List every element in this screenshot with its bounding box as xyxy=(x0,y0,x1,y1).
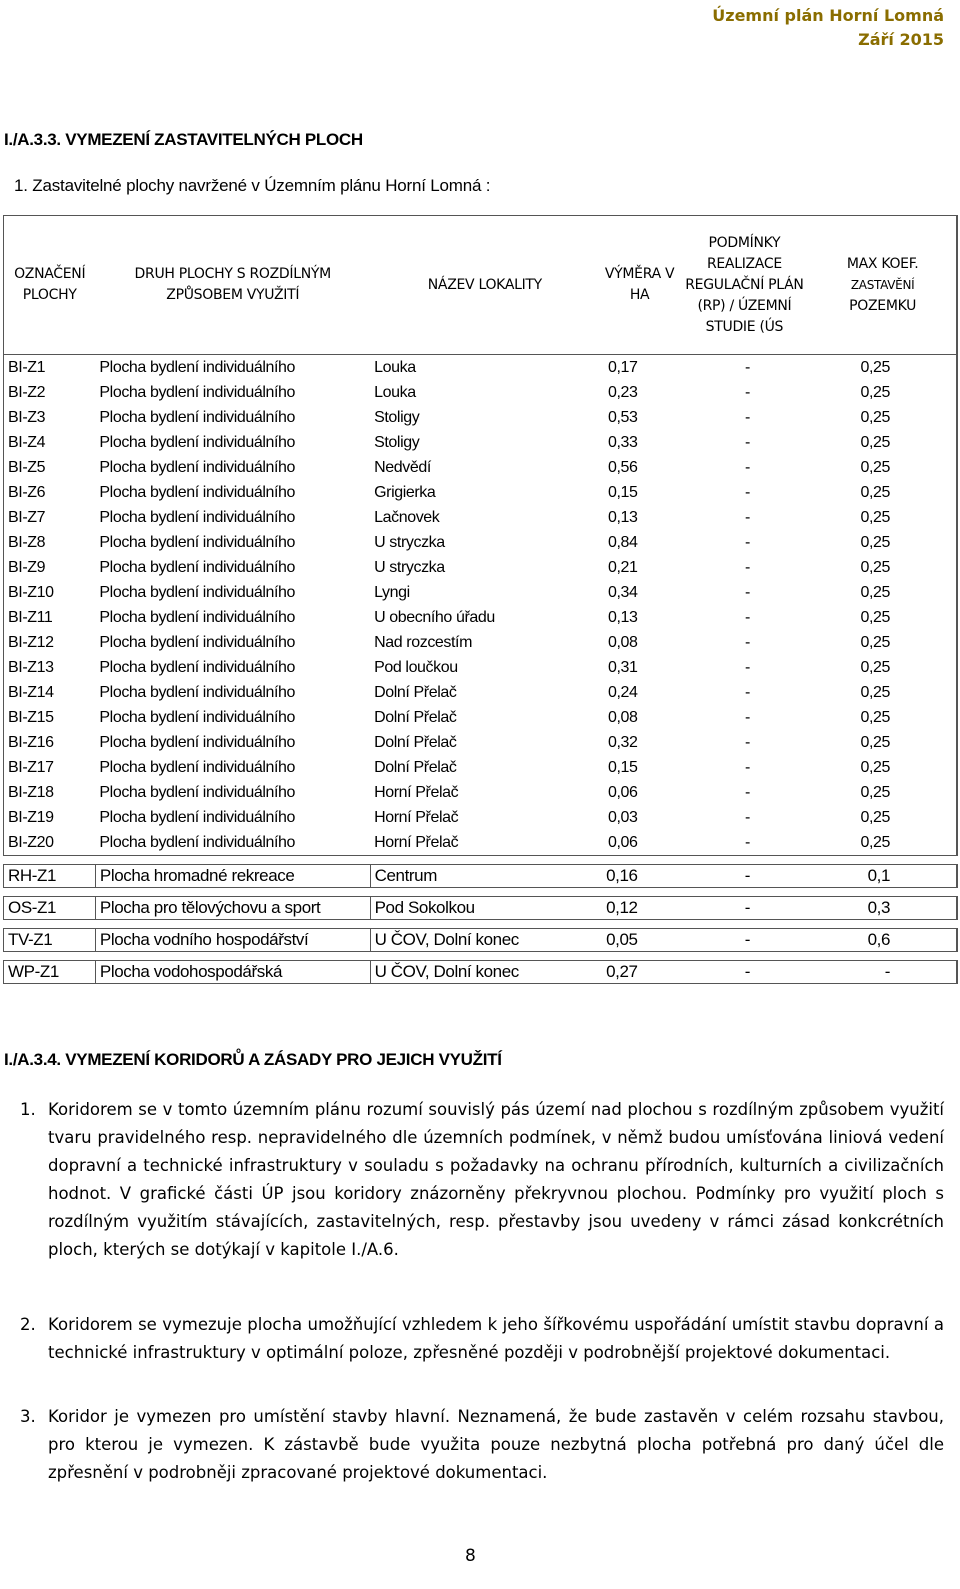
oznaceni-cell: OS-Z1 xyxy=(4,897,96,920)
paragraph-text: Koridorem se vymezuje plocha umožňující vzhledem k jeho šířkovému uspořádání umístit stavbu dopravní a technické infrastruktury v optimální poloze, zpřesněné později v podrobnější projektové dokumentaci. xyxy=(48,1315,944,1362)
table-row xyxy=(4,730,958,755)
oznaceni-cell: BI-Z13 xyxy=(4,655,96,680)
nazev-cell: Lyngi xyxy=(374,584,410,601)
koef-cell: 0,25 xyxy=(809,780,957,805)
vymera-cell: 0,08 xyxy=(608,634,638,651)
header-vymera: VÝMĚRA V HA xyxy=(600,216,680,355)
oznaceni-cell: TV-Z1 xyxy=(4,929,96,952)
podminky-cell: - xyxy=(680,830,810,856)
druh-cell: Plocha bydlení individuálního xyxy=(99,634,296,651)
koef-cell: 0,25 xyxy=(809,455,957,480)
vymera-cell: 0,13 xyxy=(608,609,638,626)
paragraph-number: 3. xyxy=(20,1407,36,1426)
podminky-cell: - xyxy=(744,684,750,701)
header-koef xyxy=(809,216,957,355)
podminky-cell: - xyxy=(744,659,750,676)
koef-cell: 0,25 xyxy=(809,605,957,630)
oznaceni-cell: BI-Z10 xyxy=(4,580,96,605)
vymera-cell: 0,05 xyxy=(600,929,680,952)
table-row xyxy=(4,455,958,480)
table-row xyxy=(4,355,958,381)
druh-cell: Plocha bydlení individuálního xyxy=(99,484,296,501)
table-row xyxy=(4,655,958,680)
vymera-cell: 0,53 xyxy=(608,409,638,426)
nazev-cell: Nedvědí xyxy=(374,459,431,476)
vymera-cell: 0,15 xyxy=(608,759,638,776)
vymera-cell: 0,34 xyxy=(608,584,638,601)
nazev-cell: Horní Přelač xyxy=(374,784,459,801)
oznaceni-cell: BI-Z8 xyxy=(4,530,96,555)
oznaceni-cell: BI-Z14 xyxy=(4,680,96,705)
nazev-cell: Horní Přelač xyxy=(374,809,459,826)
table-row xyxy=(4,680,958,705)
table-row xyxy=(4,780,958,805)
vymera-cell: 0,31 xyxy=(608,659,638,676)
spacer-cell xyxy=(4,920,958,929)
druh-cell: Plocha bydlení individuálního xyxy=(99,509,296,526)
koef-cell: 0,6 xyxy=(809,929,957,952)
koef-cell: - xyxy=(809,961,957,984)
zastavitelne-plochy-table xyxy=(3,215,958,984)
nazev-cell: Dolní Přelač xyxy=(374,684,457,701)
vymera-cell: 0,56 xyxy=(608,459,638,476)
podminky-cell: - xyxy=(744,584,750,601)
druh-cell: Plocha bydlení individuálního xyxy=(95,830,370,856)
oznaceni-cell: BI-Z6 xyxy=(4,480,96,505)
oznaceni-cell: BI-Z1 xyxy=(4,355,96,381)
header-oznaceni: OZNAČENÍ PLOCHY xyxy=(4,216,96,355)
table-row xyxy=(4,605,958,630)
table-row xyxy=(4,830,958,856)
podminky-cell: - xyxy=(744,784,750,801)
druh-cell: Plocha bydlení individuálního xyxy=(99,734,296,751)
vymera-cell: 0,84 xyxy=(608,534,638,551)
druh-cell: Plocha bydlení individuálního xyxy=(99,434,296,451)
koef-cell: 0,25 xyxy=(809,755,957,780)
koef-cell: 0,3 xyxy=(809,897,957,920)
spacer-cell xyxy=(4,856,958,865)
koef-cell: 0,25 xyxy=(809,355,957,381)
vymera-cell: 0,08 xyxy=(608,709,638,726)
oznaceni-cell: BI-Z20 xyxy=(4,830,96,856)
table-header-row xyxy=(4,216,958,355)
podminky-cell: - xyxy=(744,409,750,426)
table-row xyxy=(4,555,958,580)
podminky-cell: - xyxy=(744,734,750,751)
oznaceni-cell: BI-Z7 xyxy=(4,505,96,530)
table-row xyxy=(4,961,958,984)
table-spacer xyxy=(4,888,958,897)
section-title-zastavitelne: I./A.3.3. VYMEZENÍ ZASTAVITELNÝCH PLOCH xyxy=(4,130,363,149)
nazev-cell: Nad rozcestím xyxy=(374,634,473,651)
druh-cell: Plocha bydlení individuálního xyxy=(99,584,296,601)
podminky-cell: - xyxy=(744,459,750,476)
nazev-cell: Horní Přelač xyxy=(370,830,600,856)
koef-cell: 0,25 xyxy=(809,555,957,580)
oznaceni-cell: BI-Z3 xyxy=(4,405,96,430)
koef-cell: 0,25 xyxy=(809,680,957,705)
podminky-cell: - xyxy=(744,609,750,626)
koef-cell: 0,25 xyxy=(809,380,957,405)
header-druh: DRUH PLOCHY S ROZDÍLNÝM ZPŮSOBEM VYUŽITÍ xyxy=(95,216,370,355)
koef-cell: 0,25 xyxy=(809,405,957,430)
koef-cell: 0,25 xyxy=(809,580,957,605)
table-row xyxy=(4,755,958,780)
vymera-cell: 0,24 xyxy=(608,684,638,701)
vymera-cell: 0,21 xyxy=(608,559,638,576)
koef-cell: 0,25 xyxy=(809,655,957,680)
nazev-cell: Grigierka xyxy=(374,484,436,501)
nazev-cell: Pod loučkou xyxy=(374,659,458,676)
podminky-cell: - xyxy=(680,929,810,952)
nazev-cell: Lačnovek xyxy=(374,509,440,526)
druh-cell: Plocha bydlení individuálního xyxy=(99,809,296,826)
nazev-cell: U ČOV, Dolní konec xyxy=(370,929,600,952)
section-title-koridory: I./A.3.4. VYMEZENÍ KORIDORŮ A ZÁSADY PRO JEJICH VYUŽITÍ xyxy=(4,1050,502,1069)
table-row xyxy=(4,430,958,455)
paragraph-2 xyxy=(20,1311,944,1367)
header-koef-line1: MAX KOEF. xyxy=(846,255,919,272)
druh-cell: Plocha hromadné rekreace xyxy=(95,865,370,888)
vymera-cell: 0,16 xyxy=(600,865,680,888)
oznaceni-cell: BI-Z4 xyxy=(4,430,96,455)
spacer-cell xyxy=(4,888,958,897)
podminky-cell: - xyxy=(744,484,750,501)
druh-cell: Plocha bydlení individuálního xyxy=(99,609,296,626)
header-podminky: PODMÍNKY REALIZACE REGULAČNÍ PLÁN (RP) / ÚZEMNÍ STUDIE (ÚS xyxy=(680,216,810,355)
table-row xyxy=(4,530,958,555)
nazev-cell: Stoligy xyxy=(374,409,420,426)
nazev-cell: U ČOV, Dolní konec xyxy=(370,961,600,984)
vymera-cell: 0,15 xyxy=(608,484,638,501)
podminky-cell: - xyxy=(744,634,750,651)
table-spacer xyxy=(4,952,958,961)
document-header xyxy=(712,4,944,52)
druh-cell: Plocha bydlení individuálního xyxy=(99,559,296,576)
oznaceni-cell: BI-Z2 xyxy=(4,380,96,405)
paragraph-1 xyxy=(20,1096,944,1264)
vymera-cell: 0,06 xyxy=(608,784,638,801)
nazev-cell: Stoligy xyxy=(374,434,420,451)
druh-cell: Plocha bydlení individuálního xyxy=(99,409,296,426)
druh-cell: Plocha bydlení individuálního xyxy=(99,384,296,401)
podminky-cell: - xyxy=(744,809,750,826)
druh-cell: Plocha bydlení individuálního xyxy=(99,709,296,726)
koef-cell: 0,25 xyxy=(809,530,957,555)
oznaceni-cell: BI-Z12 xyxy=(4,630,96,655)
header-date: Září 2015 xyxy=(858,30,944,49)
nazev-cell: Louka xyxy=(370,355,600,381)
table-row xyxy=(4,929,958,952)
page-number: 8 xyxy=(465,1546,476,1566)
oznaceni-cell: RH-Z1 xyxy=(4,865,96,888)
oznaceni-cell: BI-Z18 xyxy=(4,780,96,805)
nazev-cell: Pod Sokolkou xyxy=(370,897,600,920)
spacer-cell xyxy=(4,952,958,961)
podminky-cell: - xyxy=(744,434,750,451)
podminky-cell: - xyxy=(744,709,750,726)
nazev-cell: U stryczka xyxy=(374,534,445,551)
koef-cell: 0,25 xyxy=(809,505,957,530)
druh-cell: Plocha bydlení individuálního xyxy=(99,659,296,676)
nazev-cell: U obecního úřadu xyxy=(374,609,495,626)
vymera-cell: 0,13 xyxy=(608,509,638,526)
podminky-cell: - xyxy=(680,897,810,920)
druh-cell: Plocha vodohospodářská xyxy=(95,961,370,984)
header-title: Územní plán Horní Lomná xyxy=(712,6,944,25)
koef-cell: 0,25 xyxy=(809,730,957,755)
vymera-cell: 0,23 xyxy=(608,384,638,401)
nazev-cell: Dolní Přelač xyxy=(374,734,457,751)
paragraph-3 xyxy=(20,1403,944,1487)
vymera-cell: 0,12 xyxy=(600,897,680,920)
druh-cell: Plocha pro tělovýchovu a sport xyxy=(95,897,370,920)
nazev-cell: Louka xyxy=(374,384,416,401)
koef-cell: 0,25 xyxy=(809,705,957,730)
druh-cell: Plocha vodního hospodářství xyxy=(95,929,370,952)
table-spacer xyxy=(4,856,958,865)
paragraph-number: 1. xyxy=(20,1100,36,1119)
koef-cell: 0,25 xyxy=(809,630,957,655)
druh-cell: Plocha bydlení individuálního xyxy=(99,459,296,476)
koef-cell: 0,25 xyxy=(809,805,957,830)
table-row xyxy=(4,805,958,830)
podminky-cell: - xyxy=(744,384,750,401)
paragraph-text: Koridorem se v tomto územním plánu rozumí souvislý pás území nad plochou s rozdílným způsobem využití tvaru pravidelného resp. nepravidelného dle územních podmínek, v němž budou umísťována liniová vedení dopravní a technické infrastruktury v souladu s požadavky na ochranu přírodních, kulturních a civilizačních hodnot. V grafické části ÚP jsou koridory znázorněny překryvnou plochou. Podmínky pro využití ploch s rozdílným využitím stávajících, zastavitelných, resp. přestavby jsou uvedeny v rámci zásad konkcrétních ploch, kterých se dotýkají v kapitole I./A.6. xyxy=(48,1100,944,1259)
podminky-cell: - xyxy=(680,865,810,888)
table-row xyxy=(4,480,958,505)
podminky-cell: - xyxy=(744,559,750,576)
nazev-cell: U stryczka xyxy=(374,559,445,576)
vymera-cell: 0,27 xyxy=(600,961,680,984)
koef-cell: 0,25 xyxy=(809,480,957,505)
podminky-cell: - xyxy=(744,509,750,526)
oznaceni-cell: BI-Z9 xyxy=(4,555,96,580)
oznaceni-cell: BI-Z17 xyxy=(4,755,96,780)
header-nazev: NÁZEV LOKALITY xyxy=(370,216,600,355)
table-row xyxy=(4,380,958,405)
oznaceni-cell: BI-Z5 xyxy=(4,455,96,480)
druh-cell: Plocha bydlení individuálního xyxy=(99,534,296,551)
paragraph-text: Koridor je vymezen pro umístění stavby hlavní. Neznamená, že bude zastavěn v celém rozsahu stavbou, pro kterou je vymezen. K zástavbě bude využita pouze nezbytná plocha potřebná pro daný účel dle zpřesnění v podrobněji zpracované projektové dokumentaci. xyxy=(48,1407,944,1482)
oznaceni-cell: WP-Z1 xyxy=(4,961,96,984)
table-row xyxy=(4,865,958,888)
oznaceni-cell: BI-Z11 xyxy=(4,605,96,630)
table-row xyxy=(4,580,958,605)
nazev-cell: Dolní Přelač xyxy=(374,759,457,776)
vymera-cell: 0,06 xyxy=(600,830,680,856)
table-row xyxy=(4,630,958,655)
druh-cell: Plocha bydlení individuálního xyxy=(95,355,370,381)
druh-cell: Plocha bydlení individuálního xyxy=(99,759,296,776)
podminky-cell: - xyxy=(744,759,750,776)
koef-cell: 0,25 xyxy=(809,830,957,856)
oznaceni-cell: BI-Z19 xyxy=(4,805,96,830)
vymera-cell: 0,03 xyxy=(608,809,638,826)
intro-text: 1. Zastavitelné plochy navržené v Územním plánu Horní Lomná : xyxy=(14,176,491,195)
druh-cell: Plocha bydlení individuálního xyxy=(99,684,296,701)
header-koef-line3: POZEMKU xyxy=(849,297,917,314)
vymera-cell: 0,17 xyxy=(600,355,680,381)
vymera-cell: 0,33 xyxy=(608,434,638,451)
oznaceni-cell: BI-Z16 xyxy=(4,730,96,755)
table-row xyxy=(4,505,958,530)
table-row xyxy=(4,897,958,920)
nazev-cell: Centrum xyxy=(370,865,600,888)
table-row xyxy=(4,405,958,430)
paragraph-number: 2. xyxy=(20,1315,36,1334)
vymera-cell: 0,32 xyxy=(608,734,638,751)
oznaceni-cell: BI-Z15 xyxy=(4,705,96,730)
podminky-cell: - xyxy=(680,355,810,381)
podminky-cell: - xyxy=(744,534,750,551)
header-koef-line2: ZASTAVĚNÍ xyxy=(850,277,915,292)
koef-cell: 0,25 xyxy=(809,430,957,455)
koef-cell: 0,1 xyxy=(809,865,957,888)
nazev-cell: Dolní Přelač xyxy=(374,709,457,726)
table-spacer xyxy=(4,920,958,929)
podminky-cell: - xyxy=(680,961,810,984)
table-row xyxy=(4,705,958,730)
druh-cell: Plocha bydlení individuálního xyxy=(99,784,296,801)
